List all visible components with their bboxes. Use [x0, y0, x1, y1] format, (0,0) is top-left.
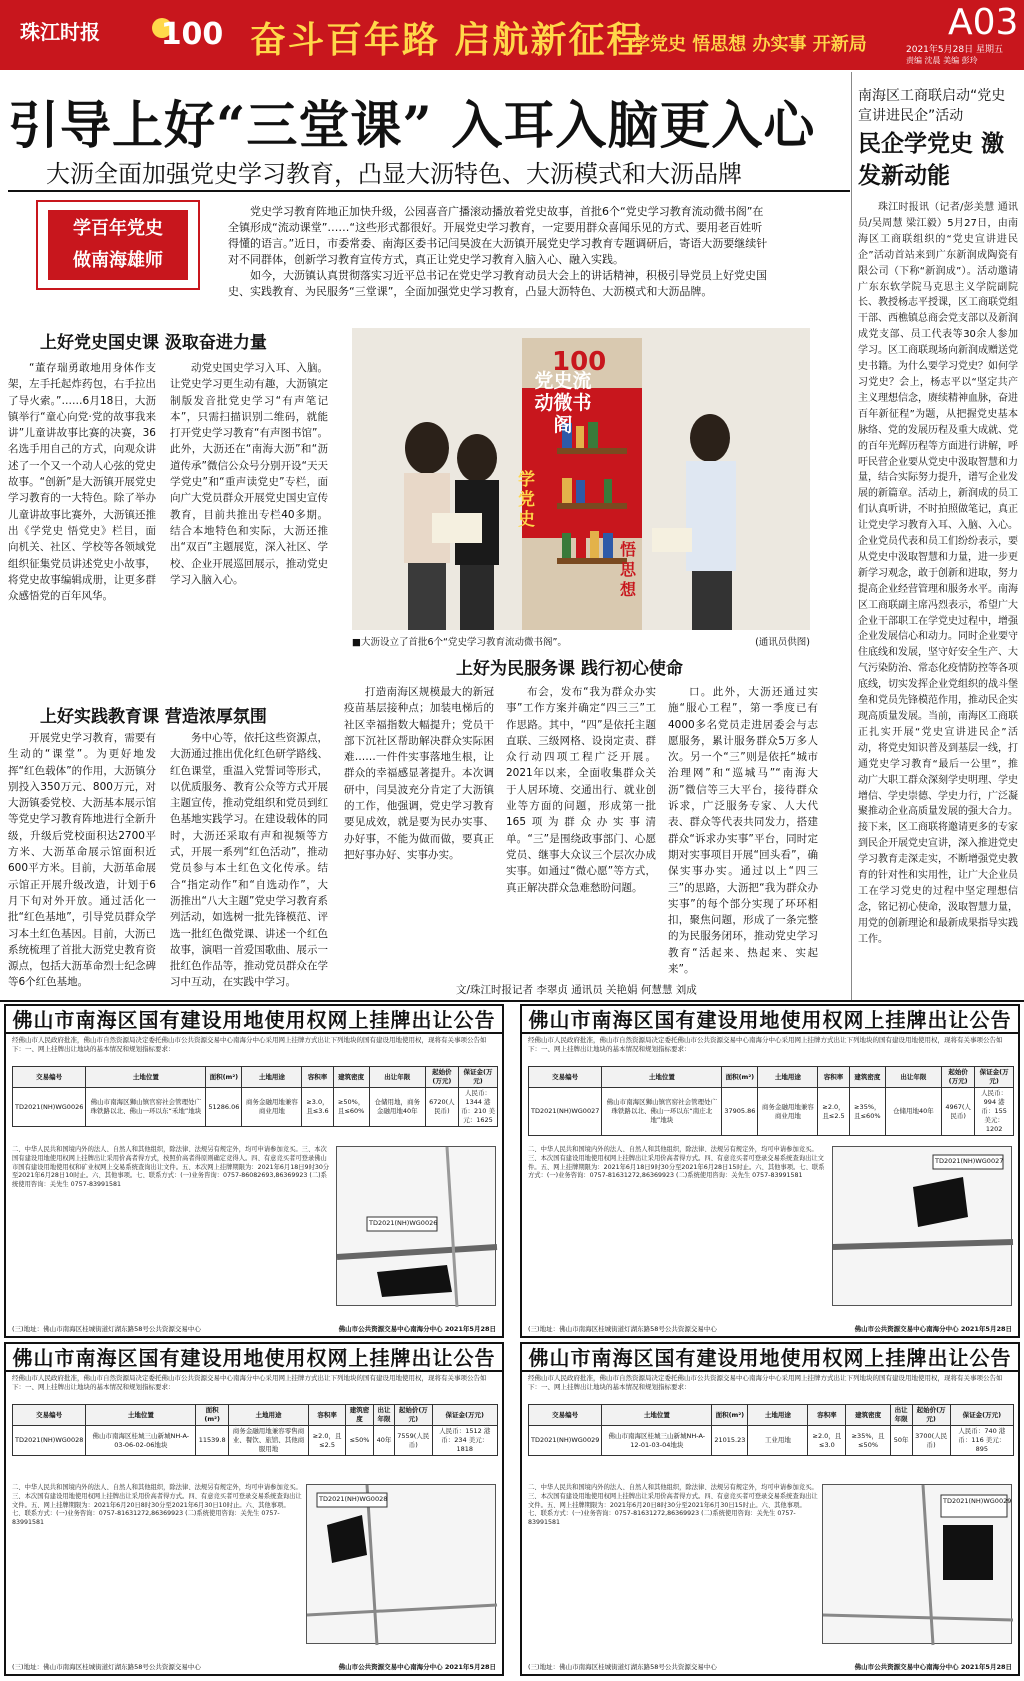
column-badge-line2: 做南海雄师 — [73, 250, 163, 271]
headline-rule — [8, 190, 850, 192]
land-auction-notice — [4, 1342, 504, 1676]
table-header: 土地位置 — [602, 1067, 722, 1088]
table-header: 交易编号 — [13, 1067, 86, 1088]
land-auction-notice — [520, 1342, 1020, 1676]
intro-paragraph: 如今，大沥镇认真贯彻落实习近平总书记在党史学习教育动员大会上的讲话精神，积极引导党员上好党史国史、实践教育、为民服务“三堂课”，全面加强党史学习教育，凸显大沥特色、大沥模式和大沥品牌。 — [228, 269, 767, 298]
section-title: 上好实践教育课 营造浓厚氛围 — [40, 707, 267, 727]
notice-terms: 二、中华人民共和国境内外的法人、自然人和其他组织，除法律、法规另有规定外，均可申请参加竞买。三、本次国有建设用地使用权网上挂牌出让采用价高者得方式。四、有意竞买者可登录交易系统查询出让文件。五、网上挂牌期限为：2021年6月20日8时30分至2021年6月30日15时止。六、其他事项。七、联系方式：(一)业务咨询：0757-81631272,86369923 (二)系统使用咨询：关先生 0757-83991581 — [528, 1484, 818, 1527]
article-intro — [228, 204, 768, 300]
table-cell: 21015.23 — [712, 1426, 748, 1456]
parcel-map-graphic — [337, 1147, 497, 1307]
parcel-label: TD2021(NH)WG0028 — [319, 1495, 388, 1503]
footer-issuer: 佛山市公共资源交易中心南海分中心 2021年5月28日 — [854, 1663, 1012, 1671]
table-header: 面积(m²) — [722, 1067, 758, 1088]
table-cell: ≥2.0，且≤2.5 — [818, 1088, 849, 1136]
table-cell: 人民币：1344 港币：210 美元：1625 — [459, 1088, 498, 1127]
footer-issuer: 佛山市公共资源交易中心南海分中心 2021年5月28日 — [854, 1325, 1012, 1333]
table-header: 交易编号 — [13, 1405, 86, 1426]
ad-section-rule — [0, 1000, 1024, 1002]
table-cell: ≥2.0，且≤3.0 — [808, 1426, 846, 1456]
photo-side-text: 学党史 — [518, 470, 535, 530]
footer-address: (三)地址：佛山市南海区桂城街道灯湖东路58号公共资源交易中心 — [528, 1325, 717, 1333]
article-column: 务中心等，依托这些资源点，大沥通过推出优化红色研学路线、红色课堂，重温入党誓词等形式，以优质服务、教育公众等方式开展主题宣传，推动党组织和党员到红色基地实践学习。在建设载体的同时，大沥还采取有声和视频等方式，开展一系列“红色活动”，推动党员参与本土红色文化传承。结合“指定动作”和“自选动作”，大沥推出“八大主题”党史学习教育系列活动，如选树一批先锋模范、评选一批红色微党课、讲述一个红色故事，演唱一首爱国歌曲、展示一批红色作品等，推动党员群众在学习中互动，在实践中学习。 — [170, 732, 328, 989]
table-row — [529, 1088, 1014, 1136]
right-article-title: 民企学党史 激发新动能 — [858, 130, 1005, 189]
table-cell: TD2021(NH)WG0029 — [529, 1426, 602, 1456]
table-cell: 50年 — [890, 1426, 912, 1456]
table-cell: 40年 — [373, 1426, 394, 1456]
table-cell: TD2021(NH)WG0027 — [529, 1088, 602, 1136]
footer-address: (三)地址：佛山市南海区桂城街道灯湖东路58号公共资源交易中心 — [12, 1325, 201, 1333]
table-cell: 商务金融用地兼容商业用地 — [758, 1088, 818, 1136]
svg-text:100: 100 — [552, 347, 607, 377]
section-title: 上好党史国史课 汲取奋进力量 — [40, 333, 267, 353]
right-article-kicker: 南海区工商联启动“党史宣讲进民企”活动 — [858, 88, 1006, 124]
photo-banner-text: 党史流动微书阁 — [534, 370, 592, 436]
table-header: 容积率 — [808, 1405, 846, 1426]
masthead-sub-slogan: 学党史 悟思想 办实事 开新局 — [632, 34, 867, 55]
table-header: 建筑密度 — [846, 1405, 890, 1426]
table-cell: ≥35%，且≤60% — [849, 1088, 885, 1136]
table-header: 面积(m²) — [206, 1067, 242, 1088]
footer-address: (三)地址：佛山市南海区桂城街道灯湖东路58号公共资源交易中心 — [12, 1663, 201, 1671]
article-column: “董存瑞勇敢地用身体作支架，左手托起炸药包，右手拉出了导火索。”……6月18日，大沥镇举行“童心向党·党的故事我来讲”儿童讲故事比赛的决赛，36名选手用自己的方式，向观众讲述了一个又一个动人心弦的党史故事。“创新”是大沥镇开展党史学习教育的一大特色。除了举办儿童讲故事比赛外，大沥镇还推出《学党史 悟党史》栏目，面向机关、社区、学校等各领域党组织征集党员讲述党史小故事，将党史故事编辑成册，让更多群众感悟党的百年风华。 — [8, 362, 156, 603]
table-cell: 商务金融用地兼容商业用地 — [242, 1088, 302, 1127]
table-header: 出让年限 — [373, 1405, 394, 1426]
footer-address: (三)地址：佛山市南海区桂城街道灯湖东路58号公共资源交易中心 — [528, 1663, 717, 1671]
table-header: 起始价(万元) — [912, 1405, 950, 1426]
table-header: 土地用途 — [748, 1405, 808, 1426]
table-cell: 6720(人民币) — [425, 1088, 458, 1127]
table-cell: 佛山市南海区狮山镇官窑社会管理处广珠铁路以北、佛山一环以东“南庄北地”地块 — [602, 1088, 722, 1136]
right-article-body: 珠江时报讯（记者/彭美慧 通讯员/吴周慧 梁江毅）5月27日，由南海区工商联组织的“党史宣讲进民企”活动首站来到广东新润成陶瓷有限公司（下称“新润成”）。活动邀请广东东软学院马克思主义学院副院长、教授杨志平授课，区工商联党组干部、西樵镇总商会党支部以及新润成党支部、员工代表等30余人参加学习。区工商联现场向新润成赠送党史书籍。为什么要学习党史？如何学习党史？会上，杨志平以“坚定共产主义理想信念，赓续精神血脉，奋进百年新征程”为题，从把握党史基本脉络、党的发展历程及重大成就、党的百年光辉历程等方面进行讲解，呼吁民营企业要从党史中汲取智慧和力量，结合实际努力提升，谱写企业发展的新篇章。活动上，新润成的员工们认真听讲，不时拍照做笔记，真正让党史学习教育入耳、入脑、入心。企业党员代表和员工们纷纷表示，要从党史中汲取智慧和力量，进一步更新学习观念，敢于创新和进取，努力提高企业经营管理和服务水平。南海区工商联副主席冯烈表示，希望广大企业干部职工在学党史过程中，增强企业发展信心和动力。同时企业要守住底线和发展，坚守好安全生产、大气污染防治、常态化疫情防控等各项底线，切实发挥企业党组织的战斗堡垒和党员先锋模范作用，推动民企实现高质量发展。当前，南海区工商联正扎实开展“党史宣讲进民企”活动，将党史知识普及到基层一线，打通党史学习教育“最后一公里”，推动广大职工群众深刻学史明理、学史增信、学史崇德、学史力行，广泛凝聚推动企业高质量发展的强大合力。接下来，区工商联将邀请更多的专家到民企开展党史宣讲，深入推进党史学习教育走深走实，不断增强党史教育的针对性和实用性，让广大企业员工在学习党史的过程中坚定理想信念，铭记初心使命，汲取智慧力量，用党的创新理论和最新成果指导实践工作。 — [858, 202, 1018, 945]
notice-title: 佛山市南海区国有建设用地使用权网上挂牌出让公告 — [522, 1344, 1018, 1372]
table-header: 土地位置 — [602, 1405, 712, 1426]
table-header: 出让年限 — [369, 1067, 425, 1088]
table-header: 建筑密度 — [849, 1067, 885, 1088]
caption-text: ■大沥设立了首批6个“党史学习教育流动微书阁”。 — [352, 637, 567, 648]
table-row — [13, 1088, 498, 1127]
article-column: 开展党史学习教育，需要有生动的“课堂”。为更好地发挥“红色载体”的作用，大沥镇分别投入350万元、800万元，对大沥镇委党校、大沥基本展示馆等党史学习教育阵地进行全新升级，升级后党校面积达2700平方米、大沥革命展示馆面积近600平方米。目前，大沥革命展示馆正开展升级改造，计划于6月下旬对外开放。通过活化一批“红色基地”，引导党员群众学习本土红色基因。目前，大沥已系统梳理了首批大沥党史教育资源点，包括大沥革命烈士纪念碑等6个红色基地。 — [8, 732, 156, 989]
notice-intro: 经佛山市人民政府批准，佛山市自然资源局决定委托佛山市公共资源交易中心南海分中心采用网上挂牌方式出让下列地块的国有建设用地使用权，现将有关事项公告如下：一、网上挂牌出让地块的基本情况和规划指标要求： — [528, 1036, 1003, 1053]
article-column: 布会，发布“我为群众办实事”工作方案并确定“四三三”工作思路。其中，“四”是依托主题直联、三级网格、设岗定责、群众行动四项工程广泛开展。2021年以来，全面收集群众关于人居环境、交通出行、就业创业等方面的问题，形成第一批165项为群众办实事清单。“三”是围绕政事部门、心愿党员、继事大众议三个层次办成实事。如通过“微心愿”等方式，真正解决群众急难愁盼问题。 — [506, 686, 656, 894]
photo-caption — [352, 634, 810, 648]
table-cell: TD2021(NH)WG0028 — [13, 1426, 86, 1456]
footer-issuer: 佛山市公共资源交易中心南海分中心 2021年5月28日 — [338, 1325, 496, 1333]
notice-table — [528, 1404, 1014, 1456]
intro-paragraph: 党史学习教育阵地正加快升级，公园喜音广播滚动播放着党史故事，首批6个“党史学习教育流动微书阁”在全镇形成“流动课堂”……“这些形式都很好。开展党史学习教育，一定要用群众喜闻乐见的方式、要用老百姓听得懂的语言。”近日，市委常委、南海区委书记闫昊波在大沥镇开展党史学习教育专题调研后，寄语大沥要继续针对不同群体，创新学习教育宣传方式，真正让党史学习教育入脑入心、融入实践。 — [228, 205, 768, 266]
table-header: 容积率 — [308, 1405, 345, 1426]
table-header: 保证金(万元) — [975, 1067, 1014, 1088]
table-header: 土地位置 — [86, 1405, 196, 1426]
table-cell: 37905.86 — [722, 1088, 758, 1136]
article-column: 动党史国史学习入耳、入脑。让党史学习更生动有趣，大沥镇定制版发音批党史学习“有声笔记本”，只需扫描识别二维码，就能打开党史学习教育“有声图书馆”。此外，大沥还在“南海大沥”和“沥道传承”微信公众号分别开设“天天学党史”和“重声读党史”专栏，面向广大党员群众开展党史国史宣传教育，目前共推出专栏40多期。结合本地特色和实际，大沥还推出“双百”主题展览，深入社区、学校、企业开展巡回展示，推动党史学习入脑入心。 — [170, 362, 328, 586]
editors-credit: 责编 沈晨 美编 彭玲 — [906, 56, 978, 65]
parcel-label: TD2021(NH)WG0029 — [943, 1497, 1012, 1505]
issue-date: 2021年5月28日 星期五 — [906, 45, 1003, 55]
article-column: 口。此外，大沥还通过实施“服心工程”，第一季度已有4000多名党员走进居委会与志愿服务，累计服务群众5万多人次。另一个“三”则是依托“城市治理网”和“巡城马”“南海大沥”微信等三大平台，接待群众诉求，广泛服务专家、人大代表、群众等代表共同发力，搭建群众“诉求办实事”平台，同时定期对实事项目开展“回头看”，确保实事办实。通过以上“四三三”的思路，大沥把“我为群众办实事”的每个部分实现了环环相扣，聚焦问题，形成了一条完整的为民服务闭环，推动党史学习教育“活起来、热起来、实起来”。 — [668, 686, 818, 976]
table-cell: 佛山市南海区桂城三山新城NH-A-12-01-03-04地块 — [602, 1426, 712, 1456]
table-cell: 佛山市南海区桂城三山新城NH-A-03-06-02-06地块 — [86, 1426, 196, 1456]
article-column: 打造南海区规模最大的新冠疫苗基层接种点；加装电梯后的社区幸福指数大幅提升；党员干部下沉社区帮助解决群众实际困难……一件件实事落地生根，让群众的幸福感显著提升。本次调研中，闫昊波充分肯定了大沥镇的工作，他强调，党史学习教育要见成效，就是要为民办实事、办好事，不能为做而做，要真正把好事办好、实事办实。 — [344, 686, 494, 861]
notice-table — [12, 1404, 498, 1456]
logo-number: 100 — [160, 17, 224, 52]
table-header: 起始价(万元) — [425, 1067, 458, 1088]
notice-title: 佛山市南海区国有建设用地使用权网上挂牌出让公告 — [6, 1006, 502, 1034]
table-cell: ≥35%，且≤50% — [846, 1426, 890, 1456]
notice-terms: 二、中华人民共和国境内外的法人、自然人和其他组织，除法律、法规另有规定外，均可申请参加竞买。三、本次国有建设用地使用权网上挂牌出让采用价高者得方式。四、有意竞买者可登录交易系统查询出让文件。五、网上挂牌期限为：2021年6月20日8时30分至2021年6月30日10时止。六、其他事项。七、联系方式：(一)业务咨询：0757-81631272,86369923 (二)系统使用咨询：关先生 0757-83991581 — [12, 1484, 302, 1527]
table-header: 建筑密度 — [333, 1067, 369, 1088]
notice-title: 佛山市南海区国有建设用地使用权网上挂牌出让公告 — [6, 1344, 502, 1372]
footer-issuer: 佛山市公共资源交易中心南海分中心 2021年5月28日 — [338, 1663, 496, 1671]
column-divider — [851, 72, 852, 1002]
table-cell: 3700(人民币) — [912, 1426, 950, 1456]
column-badge-line1: 学百年党史 — [73, 218, 163, 239]
notice-footer — [12, 1324, 496, 1333]
land-auction-notice — [520, 1004, 1020, 1338]
table-header: 保证金(万元) — [459, 1067, 498, 1088]
notice-terms: 二、中华人民共和国境内外的法人、自然人和其他组织，除法律、法规另有规定外，均可申请参加竞买。三、本次国有建设用地使用权网上挂牌出让采用价高者得方式。四、有意竞买者可登录交易系统查询出让文件。五、网上挂牌期限为：2021年6月18日9时30分至2021年6月28日15时止。六、其他事项。七、联系方式：(一)业务咨询：0757-81631272,86369923 (二)系统使用咨询：关先生 0757-83991581 — [528, 1146, 825, 1180]
photo-side-text-2: 悟思想 — [620, 540, 637, 599]
parcel-map-graphic — [833, 1147, 1013, 1307]
table-header: 出让年限 — [885, 1067, 941, 1088]
table-header: 土地用途 — [758, 1067, 818, 1088]
page-number: A03 — [948, 2, 1019, 43]
notice-terms: 二、中华人民共和国境内外的法人、自然人和其他组织，除法律、法规另有规定外，均可申请参加竞买。三、本次国有建设用地使用权网上挂牌出让采用价高者得方式，按照价高者得原则确定竞得人。四、有意竞买者可登录佛山市国有建设用地使用权和矿业权网上交易系统查询出让文件。五、本次网上挂牌期限为：2021年6月18日9时30分至2021年6月28日10时止。六、其他事项。七、联系方式：(一)业务咨询：0757-86082693,86369923 (二)系统使用咨询：关先生 0757-83991581 — [12, 1146, 330, 1189]
table-cell: 人民币：994 港币：155 美元：1202 — [975, 1088, 1014, 1136]
table-row — [13, 1426, 498, 1456]
newspaper-brand: 珠江时报 — [20, 20, 100, 44]
table-header: 保证金(万元) — [950, 1405, 1013, 1426]
table-header: 土地用途 — [228, 1405, 308, 1426]
table-cell: 人民币：1512 港币：234 美元：1818 — [432, 1426, 497, 1456]
table-header: 容积率 — [302, 1067, 333, 1088]
notice-table — [12, 1066, 498, 1127]
table-header: 保证金(万元) — [432, 1405, 497, 1426]
table-header: 交易编号 — [529, 1405, 602, 1426]
photo-credit: (通讯员供图) — [755, 637, 810, 648]
table-header: 面积(m²) — [196, 1405, 229, 1426]
section-title: 上好为民服务课 践行初心使命 — [456, 659, 683, 679]
table-cell: 佛山市南海区狮山镇官窑社会管理处广珠铁路以北、佛山一环以东“禾地”地块 — [86, 1088, 206, 1127]
table-header: 交易编号 — [529, 1067, 602, 1088]
table-header: 出让年限 — [890, 1405, 912, 1426]
table-header: 起始价(万元) — [941, 1067, 974, 1088]
article-byline: 文/珠江时报记者 李翠贞 通讯员 关艳娟 何慧慧 刘成 — [456, 984, 697, 996]
notice-title: 佛山市南海区国有建设用地使用权网上挂牌出让公告 — [522, 1006, 1018, 1034]
table-cell: TD2021(NH)WG0026 — [13, 1088, 86, 1127]
table-cell: ≥2.0，且≤2.5 — [308, 1426, 345, 1456]
table-cell: 商务金融用地兼容零售商业、餐饮、旅馆、其他商服用地 — [228, 1426, 308, 1456]
parcel-map — [306, 1484, 496, 1644]
column-badge — [48, 210, 188, 280]
notice-intro: 经佛山市人民政府批准，佛山市自然资源局决定委托佛山市公共资源交易中心南海分中心采用网上挂牌方式出让下列地块的国有建设用地使用权，现将有关事项公告如下：一、网上挂牌出让地块的基本情况和规划指标要求： — [12, 1374, 487, 1391]
parcel-map-graphic — [307, 1485, 497, 1645]
table-cell: 7559(人民币) — [395, 1426, 433, 1456]
table-header: 起始价(万元) — [395, 1405, 433, 1426]
table-header: 面积(m²) — [712, 1405, 748, 1426]
table-cell: 仓储用地40年 — [885, 1088, 941, 1136]
table-cell: 4967(人民币) — [941, 1088, 974, 1136]
table-header: 建筑密度 — [346, 1405, 374, 1426]
notice-intro: 经佛山市人民政府批准，佛山市自然资源局决定委托佛山市公共资源交易中心南海分中心采用网上挂牌方式出让下列地块的国有建设用地使用权，现将有关事项公告如下：一、网上挂牌出让地块的基本情况和规划指标要求： — [528, 1374, 1003, 1391]
table-cell: 仓储用地，商务金融用地40年 — [369, 1088, 425, 1127]
parcel-map — [336, 1146, 496, 1306]
table-cell: ≥3.0，且≤3.6 — [302, 1088, 333, 1127]
notice-footer — [528, 1662, 1012, 1671]
table-cell: 51286.06 — [206, 1088, 242, 1127]
table-cell: ≥50%，且≤60% — [333, 1088, 369, 1127]
land-auction-notice — [4, 1004, 504, 1338]
main-headline: 引导上好“三堂课” 入耳入脑更入心 — [8, 96, 816, 156]
table-header: 土地位置 — [86, 1067, 206, 1088]
notice-footer — [528, 1324, 1012, 1333]
parcel-map-graphic — [823, 1485, 1013, 1645]
notice-table — [528, 1066, 1014, 1136]
notice-intro: 经佛山市人民政府批准，佛山市自然资源局决定委托佛山市公共资源交易中心南海分中心采用网上挂牌方式出让下列地块的国有建设用地使用权，现将有关事项公告如下：一、网上挂牌出让地块的基本情况和规划指标要求： — [12, 1036, 487, 1053]
parcel-label: TD2021(NH)WG0026 — [369, 1219, 438, 1227]
parcel-label: TD2021(NH)WG0027 — [935, 1157, 1004, 1165]
centenary-logo-icon — [148, 6, 234, 64]
table-header: 土地用途 — [242, 1067, 302, 1088]
main-subheadline: 大沥全面加强党史学习教育，凸显大沥特色、大沥模式和大沥品牌 — [46, 160, 742, 188]
table-cell: ≤50% — [346, 1426, 374, 1456]
table-cell: 人民币：740 港币：116 美元：895 — [950, 1426, 1013, 1456]
table-row — [529, 1426, 1014, 1456]
masthead-slogan: 奋斗百年路 启航新征程 — [250, 19, 645, 61]
notice-footer — [12, 1662, 496, 1671]
parcel-map — [832, 1146, 1012, 1306]
table-cell: 11539.8 — [196, 1426, 229, 1456]
table-header: 容积率 — [818, 1067, 849, 1088]
table-cell: 工业用地 — [748, 1426, 808, 1456]
parcel-map — [822, 1484, 1012, 1644]
